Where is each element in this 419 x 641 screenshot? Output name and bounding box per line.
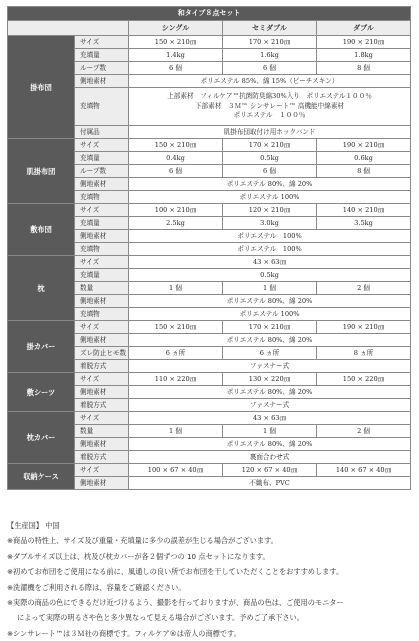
row-label: 側地素材 <box>75 386 129 399</box>
value-cell-span: ポリエステル 100% <box>129 243 411 256</box>
row-label: サイズ <box>75 464 129 477</box>
category-label: 敷布団 <box>8 204 75 256</box>
value-cell-span: ポリエステル 85%、綿 15%（ピーチスキン） <box>129 75 411 88</box>
table-row <box>8 373 411 386</box>
row-label: 側地素材 <box>75 295 129 308</box>
note-item: ※洗濯機をご利用される際は、容量をご確認ください。 <box>7 582 186 592</box>
value-cell: 140 × 67 × 40㎝ <box>317 464 411 477</box>
value-cell: 1 個 <box>129 282 223 295</box>
value-cell-span: ファスナー式 <box>129 399 411 412</box>
text-line: 上部素材 フィルケア™抗菌防臭綿30%入り ポリエステル１００％ <box>167 91 372 100</box>
value-cell: 8 ヵ所 <box>317 347 411 360</box>
table-row <box>8 464 411 477</box>
category-label: 収納ケース <box>8 464 75 490</box>
row-label: 充填量 <box>75 49 129 62</box>
note-item: ※ダブルサイズ以上は、枕及び枕カバーが各２個ずつの 10 点セットになります。 <box>7 551 270 561</box>
value-cell: 100 × 210㎝ <box>129 204 223 217</box>
value-cell: 1.8kg <box>317 49 411 62</box>
value-cell-span: 43 × 63㎝ <box>129 256 411 269</box>
value-cell: 6 ヵ所 <box>129 347 223 360</box>
row-label: 充填量 <box>75 217 129 230</box>
value-cell: 120 × 67 × 40㎝ <box>223 464 317 477</box>
value-cell: 150 × 210㎝ <box>129 321 223 334</box>
row-label: ループ数 <box>75 62 129 75</box>
notes-section <box>7 518 412 641</box>
value-cell: 6 個 <box>223 62 317 75</box>
spec-table <box>7 6 411 490</box>
value-cell: 120 × 210㎝ <box>223 204 317 217</box>
row-label: 数量 <box>75 282 129 295</box>
category-label: 枕 <box>8 256 75 321</box>
value-cell: 6 個 <box>129 165 223 178</box>
column-header-double: ダブル <box>317 21 411 36</box>
value-cell-span: 43 × 63㎝ <box>129 412 411 425</box>
value-cell: 190 × 210㎝ <box>317 139 411 152</box>
value-cell-span: ポリエステル 80%、綿 20% <box>129 438 411 451</box>
row-label: サイズ <box>75 139 129 152</box>
row-label: サイズ <box>75 36 129 49</box>
value-cell: 170 × 210㎝ <box>223 36 317 49</box>
row-label: 充填物 <box>75 243 129 256</box>
row-label: 側地素材 <box>75 230 129 243</box>
value-cell: 110 × 220㎝ <box>129 373 223 386</box>
column-header-semi-double: セミダブル <box>223 21 317 36</box>
table-row <box>8 412 411 425</box>
row-label: 側地素材 <box>75 334 129 347</box>
value-cell: 6 ヵ所 <box>223 347 317 360</box>
value-cell-span: 裏面合わせ式 <box>129 451 411 464</box>
category-label: 肌掛布団 <box>8 139 75 204</box>
row-label: サイズ <box>75 412 129 425</box>
value-cell: 1 個 <box>223 425 317 438</box>
value-cell-span: ポリエステル 100% <box>129 191 411 204</box>
value-cell: 1 個 <box>129 425 223 438</box>
value-cell: 190 × 210㎝ <box>317 321 411 334</box>
row-label: 充填物 <box>75 88 129 126</box>
row-label: 数量 <box>75 425 129 438</box>
value-cell-span: ポリエステル 100% <box>129 230 411 243</box>
category-label: 枕カバー <box>8 412 75 464</box>
category-label: 敷シーツ <box>8 373 75 412</box>
value-cell: 0.4kg <box>129 152 223 165</box>
table-title: 和タイプ８点セット <box>8 7 411 21</box>
table-row <box>8 36 411 49</box>
value-cell: 140 × 210㎝ <box>317 204 411 217</box>
row-label: ループ数 <box>75 165 129 178</box>
note-trademark: ※シンサレート™は３Ｍ社の商標です。フィルケア®は帝人の商標です。 <box>7 628 241 638</box>
column-header-single: シングル <box>129 21 223 36</box>
value-cell-span: 不織布、PVC <box>129 477 411 490</box>
row-label: サイズ <box>75 204 129 217</box>
value-cell-span: 肌掛布団取付け用ホックバンド <box>129 126 411 139</box>
row-label: 充填物 <box>75 308 129 321</box>
value-cell: 2 個 <box>317 425 411 438</box>
category-label: 掛カバー <box>8 321 75 373</box>
row-label: 充填量 <box>75 152 129 165</box>
note-origin: 【生産国】 中国 <box>7 521 60 530</box>
value-cell-span: ポリエステル 80%、綿 20% <box>129 178 411 191</box>
value-cell: 1.4kg <box>129 49 223 62</box>
row-label: 充填物 <box>75 191 129 204</box>
row-label: ズレ防止ヒモ数 <box>75 347 129 360</box>
value-cell: 130 × 220㎝ <box>223 373 317 386</box>
row-label: 着脱方式 <box>75 451 129 464</box>
text-line: ポリエステル １００％ <box>233 111 306 120</box>
value-cell-span: ポリエステル 80%、綿 20% <box>129 334 411 347</box>
note-item: ※商品の特性上、サイズ及び重量・充填量に多少の誤差が生じる場合がございます。 <box>7 536 278 546</box>
value-cell: 8 個 <box>317 165 411 178</box>
value-cell: 150 × 220㎝ <box>317 373 411 386</box>
value-cell: 0.5kg <box>223 152 317 165</box>
note-item: ※初めてお布団をご使用になる前に、風通しの良い所でお布団を干していただくことをおすすめします。 <box>7 567 344 577</box>
value-cell: 2 個 <box>317 282 411 295</box>
value-cell: 0.6kg <box>317 152 411 165</box>
value-cell: 150 × 210㎝ <box>129 139 223 152</box>
value-cell: 1 個 <box>223 282 317 295</box>
row-label: サイズ <box>75 256 129 269</box>
text-line: 下部素材 ３Ｍ™ シンサレート™ 高機能中綿素材 <box>195 101 345 110</box>
value-cell: 8 個 <box>317 62 411 75</box>
value-cell-span: ポリエステル 100% <box>129 308 411 321</box>
value-cell-span: ファスナー式 <box>129 360 411 373</box>
note-item: ※実際の商品の色にできるだけ近づけるよう、撮影を行っておりますが、商品の色は、ご使用のモニター <box>7 598 344 608</box>
table-row <box>8 204 411 217</box>
category-label: 掛布団 <box>8 36 75 139</box>
value-cell: 100 × 67 × 40㎝ <box>129 464 223 477</box>
value-cell-span: ポリエステル 80%、綿 20% <box>129 295 411 308</box>
row-label: 側地素材 <box>75 438 129 451</box>
row-label: 側地素材 <box>75 477 129 490</box>
row-label: 着脱方式 <box>75 360 129 373</box>
value-cell-span: 0.5kg <box>129 269 411 282</box>
value-cell: 170 × 210㎝ <box>223 139 317 152</box>
value-cell: 3.0kg <box>223 217 317 230</box>
spec-table-body <box>8 36 411 490</box>
value-cell: 150 × 210㎝ <box>129 36 223 49</box>
table-row <box>8 321 411 334</box>
value-cell: 2.5kg <box>129 217 223 230</box>
value-cell: 1.6kg <box>223 49 317 62</box>
table-row <box>8 139 411 152</box>
value-cell: 170 × 210㎝ <box>223 321 317 334</box>
value-cell-span: ポリエステル 80%、綿 20% <box>129 386 411 399</box>
row-label: 充填量 <box>75 269 129 282</box>
row-label: 側地素材 <box>75 75 129 88</box>
row-label: 側地素材 <box>75 178 129 191</box>
row-label: サイズ <box>75 321 129 334</box>
value-cell: 6 個 <box>129 62 223 75</box>
value-cell: 3.5kg <box>317 217 411 230</box>
row-label: 付属品 <box>75 126 129 139</box>
row-label: 着脱方式 <box>75 399 129 412</box>
value-cell-multiline <box>129 88 411 126</box>
table-row <box>8 256 411 269</box>
value-cell: 6 個 <box>223 165 317 178</box>
row-label: サイズ <box>75 373 129 386</box>
value-cell: 190 × 210㎝ <box>317 36 411 49</box>
header-blank <box>8 21 129 36</box>
note-item-continued: によって実際の明るさや色と多少異なって見える場合がございます。予めご了承下さい。 <box>17 613 304 623</box>
